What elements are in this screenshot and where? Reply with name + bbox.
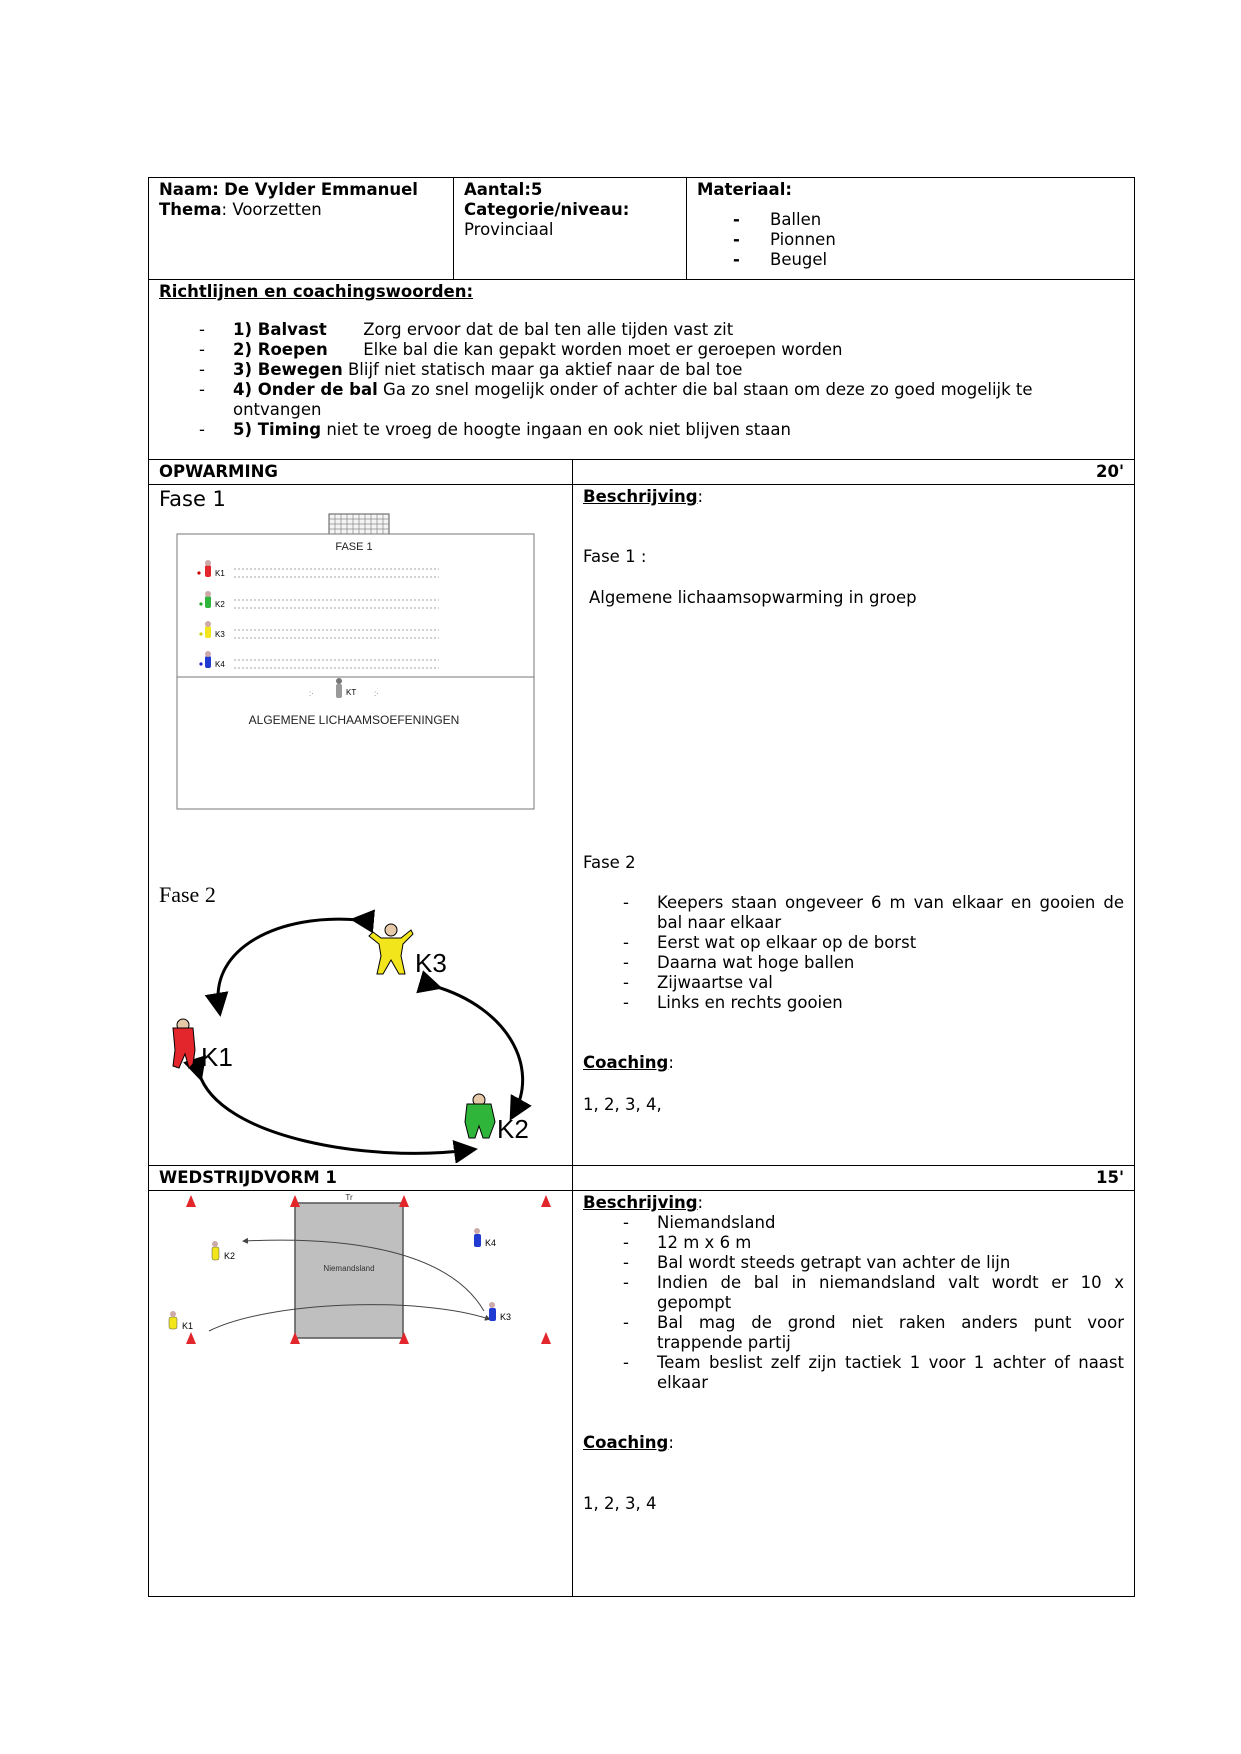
wedstrijd-item: - Bal mag de grond niet raken anders punt voor trappende partij (583, 1313, 1124, 1353)
wedstrijdvorm-diagram-cell (149, 1191, 573, 1597)
materiaal-item: - Pionnen (697, 230, 1124, 250)
coaching-label: Coaching (583, 1433, 669, 1452)
categorie-label: Categorie/niveau: (464, 200, 630, 219)
diagram-title: FASE 1 (335, 541, 373, 553)
richtlijn-text: Ga zo snel mogelijk onder of achter die bal staan om deze zo goed mogelijk te ontvangen (233, 380, 1033, 419)
colon: : (697, 1193, 704, 1212)
opwarming-duration: 20' (1095, 462, 1124, 481)
fase2-item: - Eerst wat op elkaar op de borst (583, 933, 1124, 953)
fase1-text: Algemene lichaamsopwarming in groep (589, 588, 917, 607)
player-k4 (474, 1228, 496, 1248)
materiaal-list (697, 210, 1124, 270)
coaching-label: Coaching (583, 1053, 669, 1072)
wedstrijd-item: - Team beslist zelf zijn tactiek 1 voor 1 achter of naast elkaar (583, 1353, 1124, 1393)
richtlijn-item (159, 320, 1124, 340)
player-label: K3 (215, 630, 225, 639)
naam-value: De Vylder Emmanuel (224, 180, 418, 199)
player-label: K3 (500, 1312, 512, 1322)
opwarming-diagrams-cell (149, 485, 573, 1166)
opwarming-header-row (149, 460, 1135, 485)
wedstrijdvorm-diagram (149, 1191, 569, 1356)
fase2-diagram (159, 908, 569, 1163)
naam-cell (149, 178, 454, 280)
thema-label: Thema (159, 200, 222, 219)
materiaal-item: - Beugel (697, 250, 1124, 270)
wedstrijd-item: - Niemandsland (583, 1213, 1124, 1233)
wedstrijdvorm-title: WEDSTRIJDVORM 1 (149, 1166, 573, 1191)
materiaal-item: - Ballen (697, 210, 1124, 230)
goal-icon (329, 514, 389, 534)
player-label: K4 (215, 660, 225, 669)
fase2-title: Fase 2 (583, 853, 636, 872)
beschrijving-label: Beschrijving (583, 487, 698, 506)
header-row (149, 178, 1135, 280)
richtlijnen-title: Richtlijnen en coachingswoorden: (159, 282, 474, 301)
svg-text::·: :· (309, 689, 314, 698)
wedstrijd-item: - 12 m x 6 m (583, 1233, 1124, 1253)
colon: : (697, 487, 704, 506)
document (148, 177, 1134, 1597)
richtlijn-key: 4) Onder de bal (233, 380, 378, 399)
fase1-diagram (159, 512, 539, 842)
keeper-k1 (173, 1019, 233, 1072)
wedstrijdvorm-duration-cell (573, 1166, 1135, 1191)
richtlijn-item (159, 340, 1124, 360)
wedstrijdvorm-duration: 15' (1095, 1168, 1124, 1187)
richtlijn-key: 3) Bewegen (233, 360, 343, 379)
player-label: K2 (215, 600, 225, 609)
coaching-value: 1, 2, 3, 4, (583, 1095, 662, 1114)
player-label: K2 (224, 1251, 236, 1261)
fase1-title: Fase 1 : (583, 547, 647, 566)
field-outline (177, 534, 534, 809)
player-k3 (489, 1302, 511, 1322)
aantal-cell (454, 178, 687, 280)
opwarming-duration-cell (573, 460, 1135, 485)
fase2-label: Fase 2 (159, 882, 216, 907)
categorie-value: Provinciaal (464, 220, 554, 239)
fase2-item: - Links en rechts gooien (583, 993, 1124, 1013)
wedstrijdvorm-list (583, 1213, 1124, 1393)
trainer-label: KT (346, 688, 357, 697)
richtlijn-text: Zorg ervoor dat de bal ten alle tijden vast zit (363, 320, 734, 339)
richtlijn-text: niet te vroeg de hoogte ingaan en ook niet blijven staan (326, 420, 791, 439)
naam-label: Naam: (159, 180, 219, 199)
thema-value: : Voorzetten (221, 200, 322, 219)
richtlijn-text: Blijf niet statisch maar ga aktief naar de bal toe (347, 360, 743, 379)
training-sheet (148, 177, 1135, 1597)
opwarming-description-cell (573, 485, 1135, 1166)
aantal-label: Aantal:5 (464, 180, 543, 199)
richtlijnen-list (159, 320, 1124, 440)
fase2-list (583, 893, 1124, 1013)
keeper-label: K2 (497, 1114, 529, 1144)
svg-text::·: :· (374, 689, 379, 698)
player-label: K1 (215, 569, 225, 578)
richtlijnen-row (149, 280, 1135, 460)
opwarming-title: OPWARMING (149, 460, 573, 485)
keeper-label: K1 (201, 1042, 233, 1072)
diagram-caption: ALGEMENE LICHAAMSOEFENINGEN (248, 713, 460, 727)
wedstrijdvorm-row (149, 1191, 1135, 1597)
wedstrijd-item: - Indien de bal in niemandsland valt wordt er 10 x gepompt (583, 1273, 1124, 1313)
richtlijn-text: Elke bal die kan gepakt worden moet er geroepen worden (363, 340, 843, 359)
richtlijn-key: 5) Timing (233, 420, 322, 439)
richtlijn-key: 2) Roepen (233, 340, 328, 359)
coaching-value: 1, 2, 3, 4 (583, 1494, 657, 1513)
keeper-k3 (369, 924, 447, 978)
top-label: Tr (345, 1193, 353, 1202)
beschrijving-label: Beschrijving (583, 1193, 698, 1212)
wedstrijdvorm-description-cell (573, 1191, 1135, 1597)
keeper-label: K3 (415, 948, 447, 978)
richtlijn-item (159, 380, 1124, 420)
richtlijn-key: 1) Balvast (233, 320, 327, 339)
fase1-label: Fase 1 (159, 487, 226, 511)
fase2-item: - Keepers staan ongeveer 6 m van elkaar en gooien de bal naar elkaar (583, 893, 1124, 933)
richtlijnen-cell (149, 280, 1135, 460)
player-k2 (212, 1241, 235, 1261)
richtlijn-item (159, 360, 1124, 380)
fase2-item: - Daarna wat hoge ballen (583, 953, 1124, 973)
fase2-item: - Zijwaartse val (583, 973, 1124, 993)
materiaal-label: Materiaal: (697, 180, 792, 199)
materiaal-cell (687, 178, 1135, 280)
wedstrijd-item: - Bal wordt steeds getrapt van achter de lijn (583, 1253, 1124, 1273)
richtlijn-item (159, 420, 1124, 440)
wedstrijdvorm-header-row (149, 1166, 1135, 1191)
player-k1 (169, 1311, 193, 1331)
player-label: K1 (182, 1321, 194, 1331)
colon: : (668, 1433, 674, 1452)
zone-label: Niemandsland (323, 1264, 375, 1273)
player-label: K4 (485, 1238, 497, 1248)
opwarming-row (149, 485, 1135, 1166)
colon: : (668, 1053, 674, 1072)
